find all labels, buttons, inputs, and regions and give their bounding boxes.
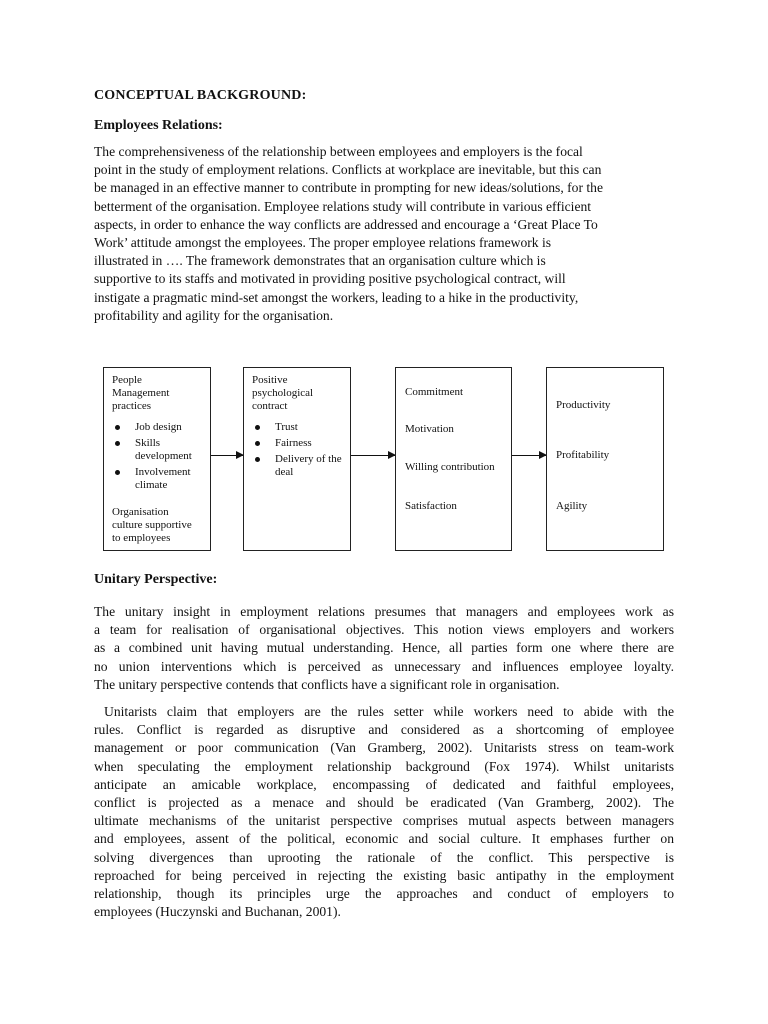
box-people-management-footer	[112, 506, 204, 545]
outcome-item: Satisfaction	[405, 500, 457, 512]
paragraph-line: instigate a pragmatic mind-set amongst the workers, leading to a hike in the productivity,	[94, 289, 579, 305]
paragraph-line: relationship, though its principles urge the approaches and conduct of employers to	[94, 886, 674, 902]
paragraph-line: aspects, in order to enhance the way conflicts are addressed and encourage a ‘Great Place To	[94, 216, 598, 232]
arrow-1	[211, 455, 243, 456]
paragraph-line: a team for realisation of organisational objectives. This notion views employers and workers	[94, 622, 674, 638]
bullet-item: Fairness	[252, 437, 342, 450]
box-title-line: People	[112, 374, 142, 386]
box-psychological-contract-bullets	[252, 421, 342, 479]
outcome-item: Willing contribution	[405, 461, 495, 473]
paragraph-line: when speculating the employment relationship background (Fox 1974). Whilst unitarists	[94, 758, 674, 774]
unitary-paragraph-2	[94, 703, 674, 921]
arrow-2	[351, 455, 395, 456]
box-psychological-contract-title	[252, 374, 342, 413]
paragraph-line: be managed in an effective manner to contribute in prompting for new ideas/solutions, for the	[94, 180, 603, 196]
box-title-line: practices	[112, 400, 152, 412]
box-footer-line: to employees	[112, 532, 171, 544]
paragraph-line: supportive to its staffs and motivated in providing positive psychological contract, will	[94, 271, 566, 287]
bullet-item: Skills development	[112, 437, 202, 463]
paragraph-line: no union interventions which is perceived as unnecessary and influences employee loyalty.	[94, 658, 674, 674]
outcome-item: Motivation	[405, 423, 454, 435]
bullet-item: Job design	[112, 421, 202, 434]
box-psychological-contract	[243, 367, 351, 551]
paragraph-line: profitability and agility for the organisation.	[94, 307, 334, 323]
paragraph-line: illustrated in …. The framework demonstrates that an organisation culture which is	[94, 253, 546, 269]
box-people-management-bullets	[112, 421, 202, 492]
paragraph-line: solving divergences than uprooting the rationale of the conflict. This perspective is	[94, 849, 674, 865]
box-footer-line: culture supportive	[112, 519, 192, 531]
paragraph-line: reproached for being perceived in rejecting the existing basic antipathy in the employment	[94, 867, 674, 883]
paragraph-line: anticipate an amicable workplace, encompassing of dedicated and faithful employees,	[94, 776, 674, 792]
paragraph-line: The comprehensiveness of the relationship between employees and employers is the focal	[94, 144, 583, 159]
unitary-perspective-heading: Unitary Perspective:	[94, 572, 218, 587]
org-outcome-item: Agility	[556, 500, 588, 512]
box-employee-outcomes	[395, 367, 512, 551]
paragraph-line: as a combined unit having mutual understanding. Hence, all parties form one where there are	[94, 640, 674, 656]
paragraph-line: Unitarists claim that employers are the rules setter while workers need to abide with the	[94, 704, 674, 719]
box-people-management	[103, 367, 211, 551]
employee-relations-heading: Employees Relations:	[94, 118, 223, 133]
paragraph-line: conflict is projected as a menace and should be eradicated (Van Gramberg, 2002). The	[94, 795, 674, 811]
box-title-line: Positive	[252, 374, 288, 386]
bullet-item: Trust	[252, 421, 342, 434]
org-outcome-item: Productivity	[556, 399, 611, 411]
box-footer-line: Organisation	[112, 506, 169, 518]
box-title-line: contract	[252, 400, 288, 412]
section-heading: CONCEPTUAL BACKGROUND:	[94, 88, 307, 103]
outcome-item: Commitment	[405, 386, 464, 398]
paragraph-line: The unitary insight in employment relations presumes that managers and employees work as	[94, 604, 674, 619]
paragraph-line: management or poor communication (Van Gramberg, 2002). Unitarists stress on team-work	[94, 740, 674, 756]
paragraph-line: ultimate mechanisms of the unitarist perspective comprises mutual aspects between managers	[94, 813, 674, 829]
employee-relations-paragraph	[94, 143, 674, 325]
box-organisational-outcomes	[546, 367, 664, 551]
org-outcome-item: Profitability	[556, 449, 610, 461]
box-title-line: psychological	[252, 387, 314, 399]
paragraph-line: rules. Conflict is regarded as disruptive and considered as a shortcoming of employee	[94, 722, 674, 738]
unitary-paragraph-1	[94, 603, 674, 694]
box-title-line: Management	[112, 387, 170, 399]
paragraph-line: Work’ attitude amongst the employees. The proper employee relations framework is	[94, 235, 552, 251]
bullet-item: Delivery of the deal	[252, 453, 342, 479]
paragraph-line: betterment of the organisation. Employee relations study will contribute in various efficient	[94, 198, 592, 214]
paragraph-line: point in the study of employment relations. Conflicts at workplace are inevitable, but this can	[94, 162, 602, 178]
box-people-management-title	[112, 374, 202, 413]
arrow-3	[512, 455, 546, 456]
paragraph-line: The unitary perspective contends that conflicts have a significant role in organisation.	[94, 676, 560, 692]
paragraph-line: and employees, assent of the political, economic and social culture. It emphases further on	[94, 831, 674, 847]
paragraph-line: employees (Huczynski and Buchanan, 2001).	[94, 904, 341, 920]
bullet-item: Involvement climate	[112, 466, 202, 492]
